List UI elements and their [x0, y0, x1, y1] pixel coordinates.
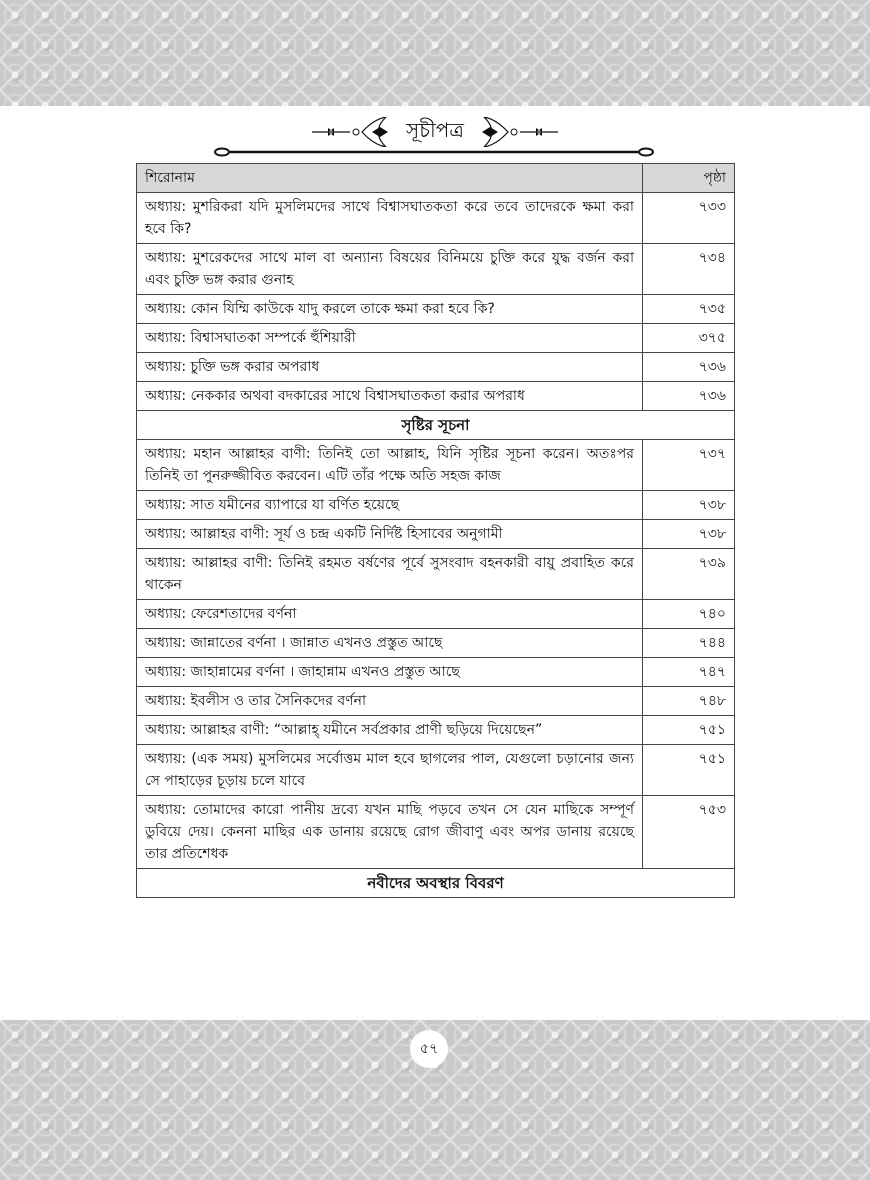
toc-entry-row — [137, 382, 735, 411]
entry-page-number: ৭৩৬ — [643, 353, 735, 382]
toc-heading — [0, 112, 870, 152]
flourish-right-icon — [470, 117, 560, 147]
entry-title: অধ্যায়: জাহান্নামের বর্ণনা । জাহান্নাম এখনও প্রস্তুত আছে — [137, 658, 643, 687]
toc-entry-row — [137, 716, 735, 745]
toc-entry-row — [137, 687, 735, 716]
toc-entry-row — [137, 745, 735, 796]
entry-title: অধ্যায়: ইবলীস ও তার সৈনিকদের বর্ণনা — [137, 687, 643, 716]
column-header-page: পৃষ্ঠা — [643, 164, 735, 193]
entry-page-number: ৭৪৪ — [643, 629, 735, 658]
toc-entry-row — [137, 353, 735, 382]
entry-page-number: ৭৩৪ — [643, 244, 735, 295]
entry-title: অধ্যায়: কোন যিম্মি কাউকে যাদু করলে তাকে ক্ষমা করা হবে কি? — [137, 295, 643, 324]
entry-title: অধ্যায়: তোমাদের কারো পানীয় দ্রব্যে যখন মাছি পড়বে তখন সে যেন মাছিকে সম্পূর্ণ ডুবিয়ে দেয়। কেননা মাছির এক ডানায় রয়েছে রোগ জীবাণু এবং অপর ডানায় রয়েছে তার প্রতিশেধক — [137, 796, 643, 869]
entry-title: অধ্যায়: (এক সময়) মুসলিমের সর্বোত্তম মাল হবে ছাগলের পাল, যেগুলো চড়ানোর জন্য সে পাহাড়ের চূড়ায় চলে যাবে — [137, 745, 643, 796]
entry-page-number: ৩৭৫ — [643, 324, 735, 353]
toc-entry-row — [137, 491, 735, 520]
entry-title: অধ্যায়: আল্লাহর বাণী: সূর্য ও চন্দ্র একটি নির্দিষ্ট হিসাবের অনুগামী — [137, 520, 643, 549]
entry-page-number: ৭৪০ — [643, 600, 735, 629]
toc-entry-row — [137, 796, 735, 869]
entry-page-number: ৭৫১ — [643, 716, 735, 745]
toc-entry-row — [137, 193, 735, 244]
column-header-title: শিরোনাম — [137, 164, 643, 193]
toc-entry-row — [137, 629, 735, 658]
entry-title: অধ্যায়: ফেরেশতাদের বর্ণনা — [137, 600, 643, 629]
entry-title: অধ্যায়: মুশরেকদের সাথে মাল বা অন্যান্য বিষয়ের বিনিময়ে চুক্তি করে যুদ্ধ বর্জন করা এবং চুক্তি ভঙ্গ করার গুনাহ — [137, 244, 643, 295]
decorative-pattern-top — [0, 0, 870, 106]
entry-title: অধ্যায়: সাত যমীনের ব্যাপারে যা বর্ণিত হয়েছে — [137, 491, 643, 520]
entry-title: অধ্যায়: জান্নাতের বর্ণনা । জান্নাত এখনও প্রস্তুত আছে — [137, 629, 643, 658]
entry-page-number: ৭৫১ — [643, 745, 735, 796]
entry-title: অধ্যায়: আল্লাহর বাণী: তিনিই রহমত বর্ষণের পূর্বে সুসংবাদ বহনকারী বায়ু প্রবাহিত করে থাকেন — [137, 549, 643, 600]
page-title: সূচীপত্র — [406, 117, 464, 142]
section-heading-row — [137, 869, 735, 898]
heading-rule — [214, 147, 654, 157]
entry-title: অধ্যায়: বিশ্বাসঘাতকা সম্পর্কে হুঁশিয়ারী — [137, 324, 643, 353]
toc-entry-row — [137, 600, 735, 629]
entry-page-number: ৭৩৮ — [643, 491, 735, 520]
flourish-left-icon — [310, 117, 400, 147]
entry-title: অধ্যায়: নেককার অথবা বদকারের সাথে বিশ্বাসঘাতকতা করার অপরাধ — [137, 382, 643, 411]
toc-table — [136, 163, 735, 898]
entry-title: অধ্যায়: আল্লাহর বাণী: “আল্লাহ্ যমীনে সর্বপ্রকার প্রাণী ছড়িয়ে দিয়েছেন” — [137, 716, 643, 745]
entry-title: অধ্যায়: মহান আল্লাহর বাণী: তিনিই তো আল্লাহ, যিনি সৃষ্টির সূচনা করেন। অতঃপর তিনিই তা পুনরুজ্জীবিত করবেন। এটি তাঁর পক্ষে অতি সহজ কাজ — [137, 440, 643, 491]
entry-page-number: ৭৩৮ — [643, 520, 735, 549]
entry-page-number: ৭৪৮ — [643, 687, 735, 716]
entry-title: অধ্যায়: মুশরিকরা যদি মুসলিমদের সাথে বিশ্বাসঘাতকতা করে তবে তাদেরকে ক্ষমা করা হবে কি? — [137, 193, 643, 244]
entry-page-number: ৭৩৩ — [643, 193, 735, 244]
toc-entry-row — [137, 244, 735, 295]
toc-body — [137, 193, 735, 898]
page-number: ৫৭ — [410, 1030, 448, 1068]
toc-entry-row — [137, 324, 735, 353]
entry-page-number: ৭৩৬ — [643, 382, 735, 411]
table-header-row — [137, 164, 735, 193]
entry-title: অধ্যায়: চুক্তি ভঙ্গ করার অপরাধ — [137, 353, 643, 382]
toc-entry-row — [137, 440, 735, 491]
toc-entry-row — [137, 549, 735, 600]
toc-entry-row — [137, 295, 735, 324]
section-heading: নবীদের অবস্থার বিবরণ — [137, 869, 735, 898]
entry-page-number: ৭৩৯ — [643, 549, 735, 600]
section-heading-row — [137, 411, 735, 440]
section-heading: সৃষ্টির সূচনা — [137, 411, 735, 440]
toc-entry-row — [137, 658, 735, 687]
entry-page-number: ৭৩৫ — [643, 295, 735, 324]
entry-page-number: ৭৩৭ — [643, 440, 735, 491]
entry-page-number: ৭৪৭ — [643, 658, 735, 687]
entry-page-number: ৭৫৩ — [643, 796, 735, 869]
toc-entry-row — [137, 520, 735, 549]
